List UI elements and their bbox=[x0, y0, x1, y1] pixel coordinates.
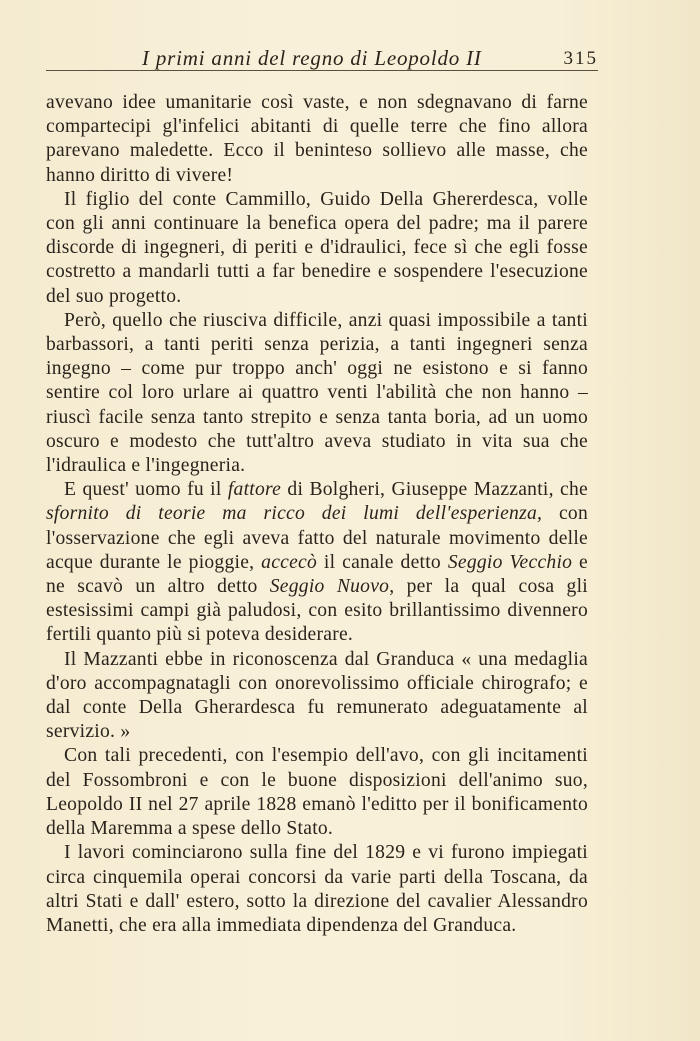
paragraph-4-text: di Bolgheri, Giuseppe Mazzanti, che bbox=[281, 479, 588, 501]
paragraph-7: I lavori cominciarono sulla fine del 1829 e vi furono impiegati circa cinquemila operai concorsi da varie parti della Toscana, da altri Stati e dall' estero, sotto la direzione del cavalier Alessandro Manetti, che era alla immediata dipendenza del Granduca. bbox=[46, 842, 588, 936]
paragraph-2: Il figlio del conte Cammillo, Guido Della Ghererdesca, volle con gli anni continuare la benefica opera del padre; ma il parere discorde di ingegneri, di periti e d'idraulici, fece sì che egli fosse costretto a mandarli tutti a far benedire e sospendere l'esecuzione del suo progetto. bbox=[46, 188, 588, 307]
paragraph-3: Però, quello che riusciva difficile, anzi quasi impossibile a tanti barbassori, a tanti periti senza perizia, a tanti ingegneri senza ingegno – come pur troppo anch' oggi ne esistono e si fanno sentire col loro urlare ai quattro venti l'abilità che non hanno – riuscì facile senza tanto strepito e senza tanta boria, ad un uomo oscuro e modesto che tutt'altro aveva studiato in vita sua che l'idraulica e l'ingegneria. bbox=[46, 309, 588, 477]
paragraph-4-text: , per la qual cosa gli estesissimi campi già paludosi, con esito brillantissimo divennero fertili quanto più si poteva desiderare. bbox=[46, 576, 588, 646]
body-text bbox=[46, 91, 588, 938]
paragraph-4-italic: fattore bbox=[227, 479, 282, 501]
paragraph-5: Il Mazzanti ebbe in riconoscenza dal Granduca « una medaglia d'oro accompagnatagli con onorevolissimo officiale chirografo; e dal conte Della Gherardesca fu remunerato adeguatamente al servizio. » bbox=[46, 648, 588, 743]
paragraph-4-italic: accecò bbox=[261, 551, 318, 573]
running-head bbox=[46, 40, 598, 71]
paragraph-4-italic: Seggio Vecchio bbox=[447, 551, 573, 573]
paragraph-1: avevano idee umanitarie così vaste, e non sdegnavano di farne compartecipi gl'infelici abitanti di quelle terre che fino allora parevano maledette. Ecco il beninteso sollievo alle masse, che hanno diritto di vivere! bbox=[46, 92, 588, 186]
paragraph-4-italic: sfornito di teorie ma ricco dei lumi dell'esperienza, bbox=[46, 503, 543, 525]
paragraph-4-text: e ne scavò un altro detto bbox=[46, 551, 588, 598]
paragraph-6: Con tali precedenti, con l'esempio dell'avo, con gli incitamenti del Fossombroni e con le buone disposizioni dell'animo suo, Leopoldo II nel 27 aprile 1828 emanò l'editto per il bonificamento della Maremma a spese dello Stato. bbox=[46, 745, 588, 840]
paragraph-4-italic: Seggio Nuovo bbox=[269, 576, 390, 598]
paragraph-4-text: E quest' uomo fu il bbox=[64, 479, 228, 501]
paragraph-4-text: con l'osservazione che egli aveva fatto del naturale movimento delle acque durante le pioggie, bbox=[46, 503, 588, 573]
paragraph-4 bbox=[46, 478, 588, 647]
page-number: 315 bbox=[563, 48, 598, 69]
paragraph-4-text: il canale detto bbox=[317, 551, 448, 573]
running-title: I primi anni del regno di Leopoldo II bbox=[142, 46, 482, 70]
